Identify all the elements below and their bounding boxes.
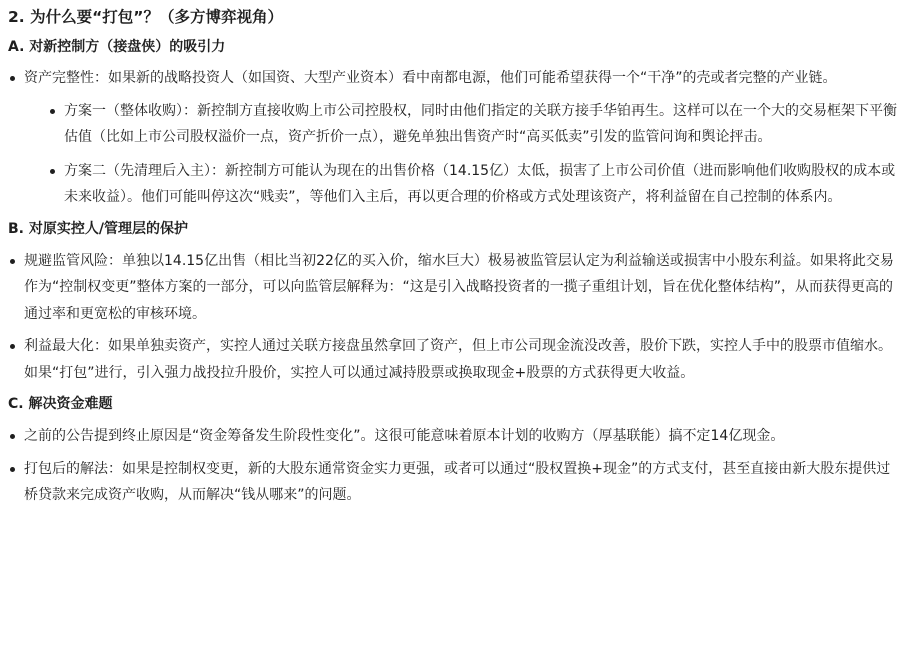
list-item xyxy=(8,65,897,211)
part-a-list xyxy=(8,65,897,211)
part-a-heading: A. 对新控制方（接盘侠）的吸引力 xyxy=(8,39,226,55)
part-b-list xyxy=(8,248,897,387)
sub-list xyxy=(24,98,897,211)
section-title: 2. 为什么要“打包”？（多方博弈视角） xyxy=(8,8,283,26)
sub-list-item-text: 方案二（先清理后入主）：新控制方可能认为现在的出售价格（14.15亿）太低，损害了上市公司价值（进而影响他们收购股权的成本或未来收益）。他们可能叫停这次“贱卖”，等他们入主后，再以更合理的价格或方式处理该资产，将利益留在自己控制的体系内。 xyxy=(64,162,896,205)
list-item xyxy=(8,333,897,386)
part-a xyxy=(8,36,897,211)
part-c-list xyxy=(8,423,897,509)
part-c-heading: C. 解决资金难题 xyxy=(8,396,113,412)
list-item xyxy=(8,423,897,450)
part-c xyxy=(8,393,897,509)
list-item xyxy=(8,248,897,328)
sub-list-item-text: 方案一（整体收购）：新控制方直接收购上市公司控股权，同时由他们指定的关联方接手华铂再生。这样可以在一个大的交易框架下平衡估值（比如上市公司股权溢价一点，资产折价一点），避免单独出售资产时“高买低卖”引发的监管问询和舆论抨击。 xyxy=(64,102,897,145)
part-b-heading: B. 对原实控人/管理层的保护 xyxy=(8,220,188,237)
list-item xyxy=(8,456,897,509)
list-item-text: 打包后的解法：如果是控制权变更，新的大股东通常资金实力更强，或者可以通过“股权置换+现金”的方式支付，甚至直接由新大股东提供过桥贷款来完成资产收购，从而解决“钱从哪来”的问题。 xyxy=(24,460,891,503)
sub-list-item xyxy=(48,98,897,151)
list-item-text: 之前的公告提到终止原因是“资金筹备发生阶段性变化”。这很可能意味着原本计划的收购方（厚基联能）搞不定14亿现金。 xyxy=(24,428,785,444)
list-item-text: 规避监管风险：单独以14.15亿出售（相比当初22亿的买入价，缩水巨大）极易被监管层认定为利益输送或损害中小股东利益。如果将此交易作为“控制权变更”整体方案的一部分，可以向监管层解释为：“这是引入战略投资者的一揽子重组计划，旨在优化整体结构”，从而获得更高的通过率和更宽松的审核环境。 xyxy=(24,252,894,322)
part-b xyxy=(8,218,897,387)
list-item-text: 利益最大化：如果单独卖资产，实控人通过关联方接盘虽然拿回了资产，但上市公司现金流没改善，股价下跌，实控人手中的股票市值缩水。如果“打包”进行，引入强力战投拉升股价，实控人可以通过减持股票或换取现金+股票的方式获得更大收益。 xyxy=(24,338,892,381)
list-item-text: 资产完整性：如果新的战略投资人（如国资、大型产业资本）看中南都电源，他们可能希望获得一个“干净”的壳或者完整的产业链。 xyxy=(24,70,837,86)
sub-list-item xyxy=(48,158,897,211)
